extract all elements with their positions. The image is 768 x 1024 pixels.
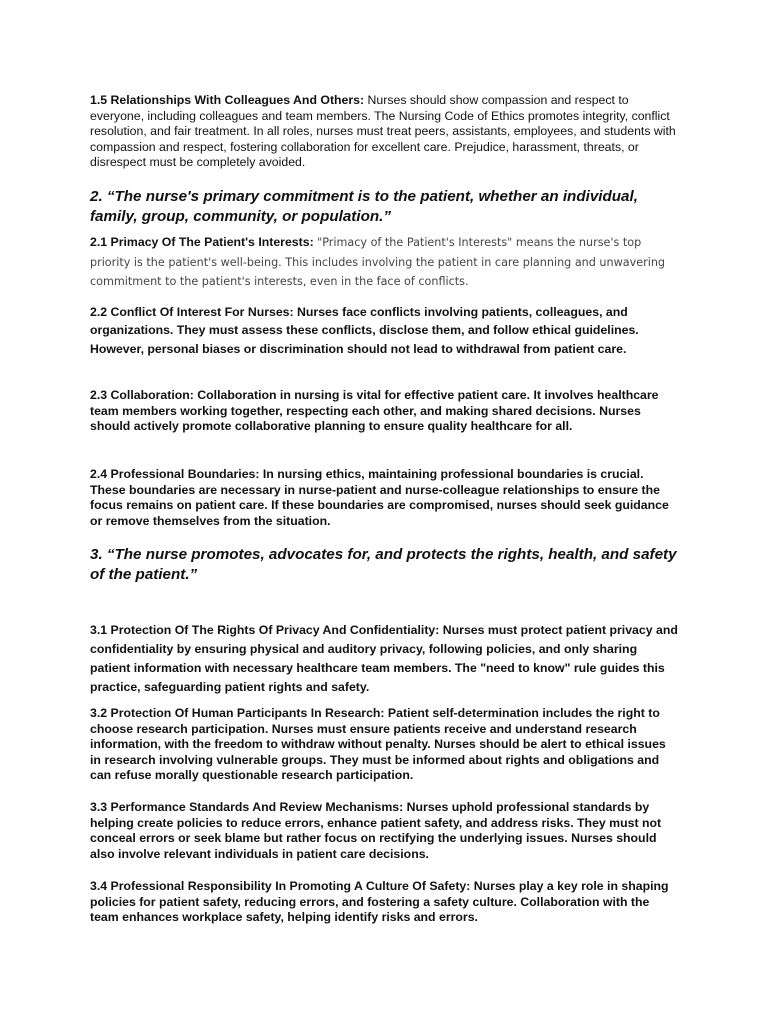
section-3-1-paragraph: 3.1 Protection Of The Rights Of Privacy And Confidentiality: Nurses must protect patient privacy and confidentiality by ensuring physical and auditory privacy, following policies, and only sharing patient information with necessary healthcare team members. The "need to know" rule guides this practice, safeguarding patient rights and safety. — [90, 623, 678, 694]
section-3-3-paragraph: 3.3 Performance Standards And Review Mechanisms: Nurses uphold professional standards by helping create policies to reduce errors, enhance patient safety, and address risks. They must not conceal errors or seek blame but rather focus on rectifying the underlying issues. Nurses should also involve relevant individuals in patient care decisions. — [90, 800, 662, 861]
section-1-5-heading: 1.5 Relationships With Colleagues And Others: — [90, 93, 365, 107]
section-2-1-heading: 2.1 Primacy Of The Patient's Interests: — [90, 235, 314, 249]
section-2-1-body: "Primacy of the Patient's Interests" means the nurse's top priority is the patient's well-being. This includes involving the patient in care planning and unwavering commitment to the patient's interests, even in the face of conflicts. — [90, 236, 666, 288]
provision-2-heading: 2. “The nurse's primary commitment is to the patient, whether an individual, family, group, community, or population.” — [90, 188, 638, 225]
section-3-2-paragraph: 3.2 Protection Of Human Participants In Research: Patient self-determination includes the right to choose research participation. Nurses must ensure patients receive and understand research information, with the freedom to withdraw without penalty. Nurses should be alert to ethical issues in research involving vulnerable groups. They must be informed about rights and obligations and can refuse morally questionable research participation. — [90, 706, 666, 783]
provision-3-heading: 3. “The nurse promotes, advocates for, and protects the rights, health, and safety of the patient.” — [90, 546, 677, 583]
section-1-5-body: Nurses should show compassion and respect to everyone, including colleagues and team members. The Nursing Code of Ethics promotes integrity, conflict resolution, and fair treatment. In all roles, nurses must treat peers, assistants, employees, and students with compassion and respect, fostering collaboration for excellent care. Prejudice, harassment, threats, or disrespect must be completely avoided. — [90, 93, 676, 170]
section-2-2-paragraph: 2.2 Conflict Of Interest For Nurses: Nurses face conflicts involving patients, colleagues, and organizations. They must assess these conflicts, disclose them, and follow ethical guidelines. However, personal biases or discrimination should not lead to withdrawal from patient care. — [90, 305, 639, 356]
section-1-5-paragraph — [90, 93, 680, 171]
section-3-4-paragraph: 3.4 Professional Responsibility In Promoting A Culture Of Safety: Nurses play a key role in shaping policies for patient safety, reducing errors, and fostering a safety culture. Collaboration with the team enhances workplace safety, helping identify risks and errors. — [90, 879, 669, 925]
section-2-4-paragraph: 2.4 Professional Boundaries: In nursing ethics, maintaining professional boundaries is crucial. These boundaries are necessary in nurse-patient and nurse-colleague relationships to ensure the focus remains on patient care. If these boundaries are compromised, nurses should seek guidance or remove themselves from the situation. — [90, 467, 669, 528]
section-2-1-paragraph — [90, 233, 680, 292]
section-2-3-paragraph: 2.3 Collaboration: Collaboration in nursing is vital for effective patient care. It involves healthcare team members working together, respecting each other, and making shared decisions. Nurses should actively promote collaborative planning to ensure quality healthcare for all. — [90, 388, 659, 434]
